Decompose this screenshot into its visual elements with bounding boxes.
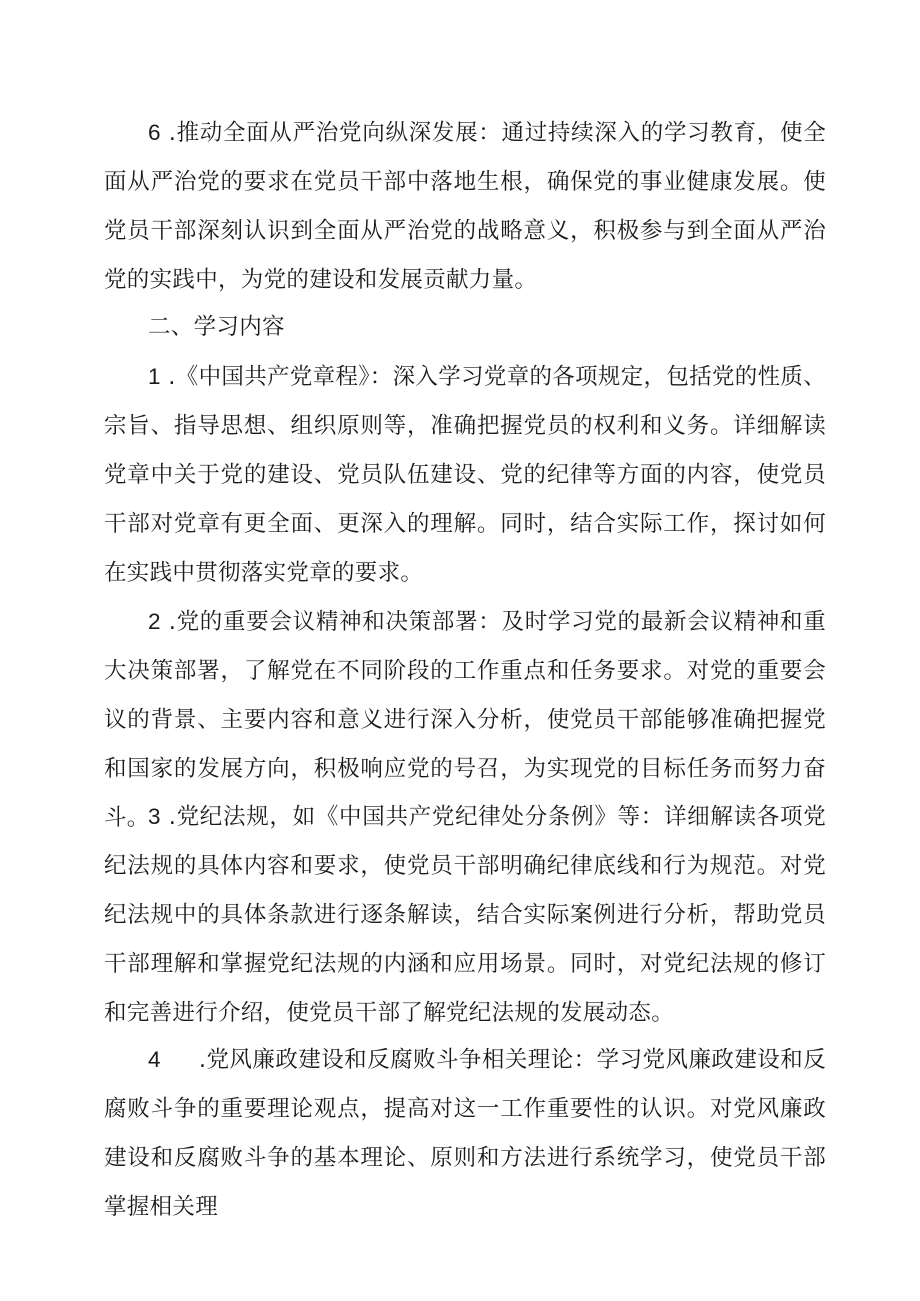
paragraph-number: 1: [148, 364, 161, 389]
paragraph-4: [104, 1035, 826, 1232]
paragraph-3: [104, 792, 826, 1038]
paragraph-text: .党风廉政建设和反腐败斗争相关理论：学习党风廉政建设和反腐败斗争的重要理论观点，提高对这一工作重要性的认识。对党风廉政建设和反腐败斗争的基本理论、原则和方法进行系统学习，使党员干部掌握相关理: [104, 1047, 826, 1220]
paragraph-text: .党的重要会议精神和决策部署：及时学习党的最新会议精神和重大决策部署，了解党在不同阶段的工作重点和任务要求。对党的重要会议的背景、主要内容和意义进行深入分析，使党员干部能够准确把握党和国家的发展方向，积极响应党的号召，为实现党的目标任务而努力奋斗。: [104, 609, 827, 831]
paragraph-text: .《中国共产党章程》：深入学习党章的各项规定，包括党的性质、宗旨、指导思想、组织原则等，准确把握党员的权利和义务。详细解读党章中关于党的建设、党员队伍建设、党的纪律等方面的内容，使党员干部对党章有更全面、更深入的理解。同时，结合实际工作，探讨如何在实践中贯彻落实党章的要求。: [104, 364, 827, 586]
paragraph-1: [104, 352, 826, 598]
paragraph-text: .党纪法规，如《中国共产党纪律处分条例》等：详细解读各项党纪法规的具体内容和要求，使党员干部明确纪律底线和行为规范。对党纪法规中的具体条款进行逐条解读，结合实际案例进行分析，帮助党员干部理解和掌握党纪法规的内涵和应用场景。同时，对党纪法规的修订和完善进行介绍，使党员干部了解党纪法规的发展动态。: [104, 804, 827, 1026]
paragraph-number: 6: [148, 120, 161, 145]
paragraph-number: 3: [148, 804, 161, 829]
section-heading: 二、学习内容: [148, 314, 285, 340]
paragraph-text: .推动全面从严治党向纵深发展：通过持续深入的学习教育，使全面从严治党的要求在党员干部中落地生根，确保党的事业健康发展。使党员干部深刻认识到全面从严治党的战略意义，积极参与到全面从严治党的实践中，为党的建设和发展贡献力量。: [104, 120, 827, 293]
paragraph-6: [104, 108, 826, 305]
paragraph-number: 4: [148, 1047, 161, 1072]
paragraph-number: 2: [148, 609, 161, 634]
